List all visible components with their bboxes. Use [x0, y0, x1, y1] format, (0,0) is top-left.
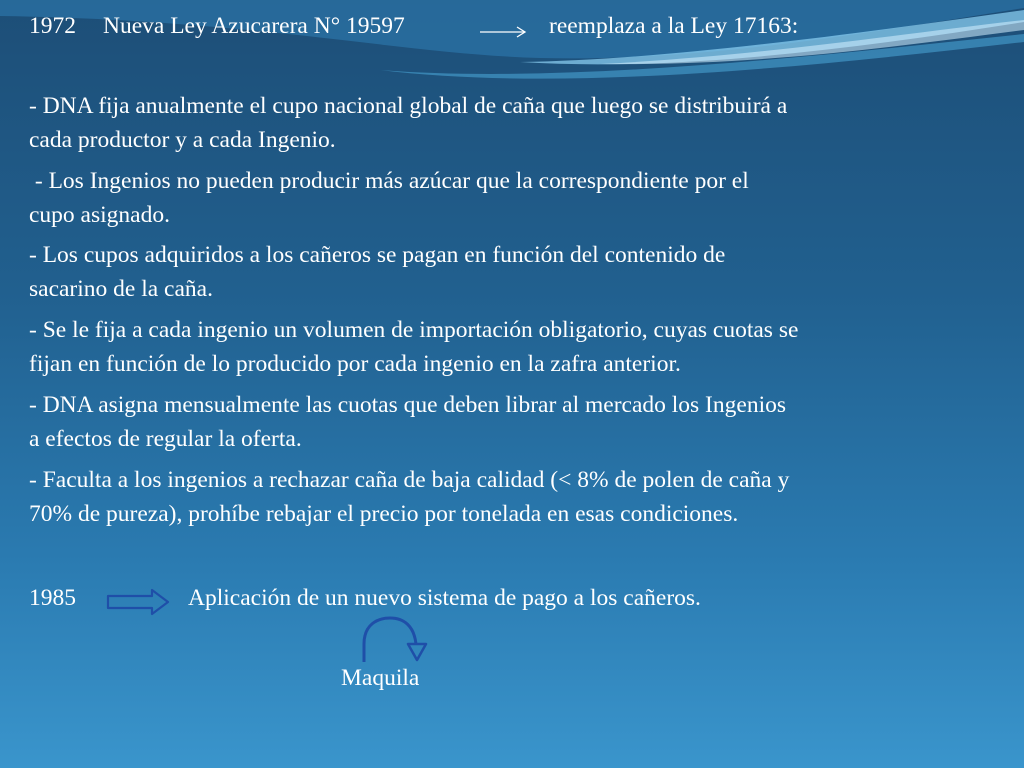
double-arrow-right-icon	[106, 588, 170, 616]
bullet-4-line-1: - Se le fija a cada ingenio un volumen de importación obligatorio, cuyas cuotas se	[29, 317, 799, 343]
bullet-3-line-1: - Los cupos adquiridos a los cañeros se pagan en función del contenido de	[29, 242, 726, 268]
footer-year: 1985	[29, 585, 76, 611]
bullet-1-line-1: - DNA fija anualmente el cupo nacional global de caña que luego se distribuirá a	[29, 93, 788, 119]
bullet-4-line-2: fijan en función de lo producido por cada ingenio en la zafra anterior.	[29, 351, 681, 377]
bullet-2-line-2: cupo asignado.	[29, 202, 170, 228]
bullet-3-line-2: sacarino de la caña.	[29, 276, 213, 302]
header-law: Nueva Ley Azucarera N° 19597	[103, 13, 405, 39]
bullet-1-line-2: cada productor y a cada Ingenio.	[29, 127, 336, 153]
bullet-6-line-1: - Faculta a los ingenios a rechazar caña de baja calidad (< 8% de polen de caña y	[29, 467, 790, 493]
footer-text: Aplicación de un nuevo sistema de pago a los cañeros.	[188, 585, 701, 611]
bullet-2-line-1: - Los Ingenios no pueden producir más azúcar que la correspondiente por el	[29, 168, 749, 194]
bullet-5-line-1: - DNA asigna mensualmente las cuotas que deben librar al mercado los Ingenios	[29, 392, 786, 418]
header-replaces: reemplaza a la Ley 17163:	[549, 13, 799, 39]
bullet-6-line-2: 70% de pureza), prohíbe rebajar el precio por tonelada en esas condiciones.	[29, 501, 739, 527]
bullet-5-line-2: a efectos de regular la oferta.	[29, 426, 302, 452]
footer-result: Maquila	[341, 665, 420, 691]
header-year: 1972	[29, 13, 76, 39]
arrow-right-icon	[478, 24, 530, 38]
curved-arrow-icon	[354, 614, 430, 664]
